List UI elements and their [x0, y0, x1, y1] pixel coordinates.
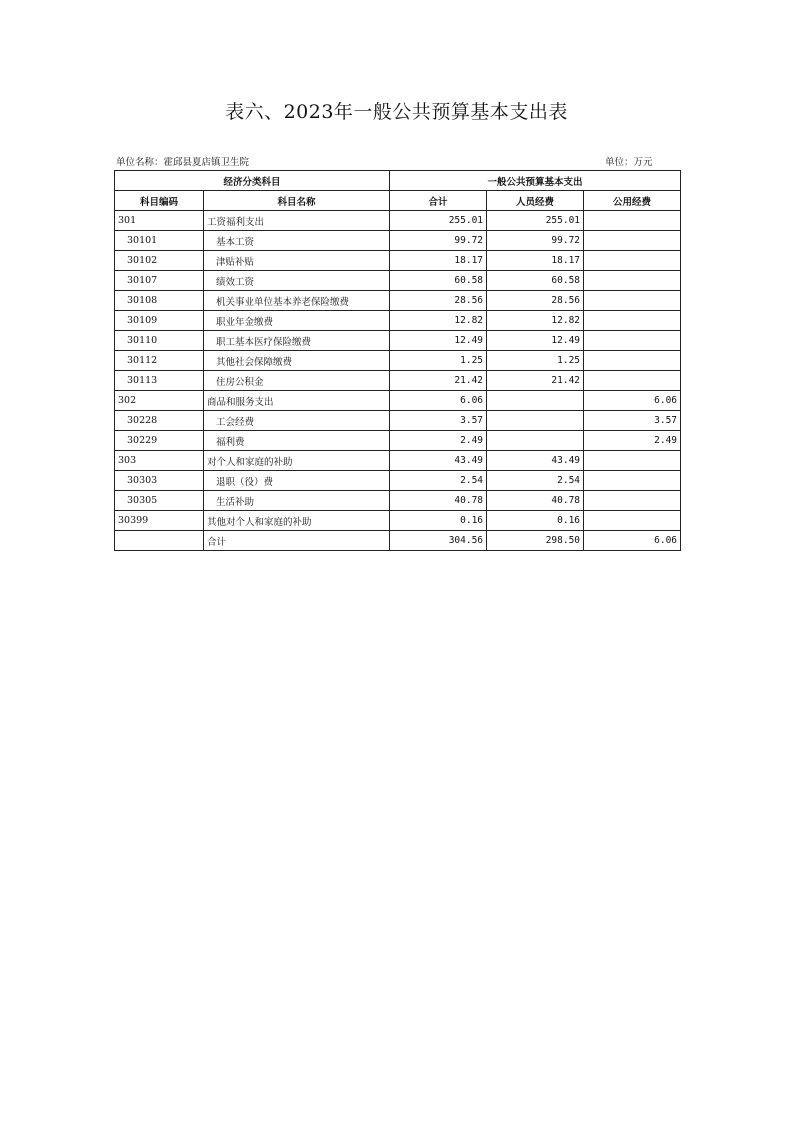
row-personnel [487, 431, 584, 451]
row-personnel: 28.56 [487, 291, 584, 311]
table-body [115, 211, 681, 551]
header-code: 科目编码 [115, 191, 204, 211]
table-row [115, 371, 681, 391]
row-name: 津贴补贴 [204, 251, 390, 271]
row-personnel [487, 391, 584, 411]
row-code [115, 531, 204, 551]
row-total: 60.58 [390, 271, 487, 291]
row-total: 304.56 [390, 531, 487, 551]
row-name: 工会经费 [204, 411, 390, 431]
row-name: 基本工资 [204, 231, 390, 251]
row-name: 职工基本医疗保险缴费 [204, 331, 390, 351]
row-total: 18.17 [390, 251, 487, 271]
row-public [584, 271, 681, 291]
row-total: 43.49 [390, 451, 487, 471]
row-total: 1.25 [390, 351, 487, 371]
row-personnel: 12.82 [487, 311, 584, 331]
row-public [584, 351, 681, 371]
row-public [584, 371, 681, 391]
row-public: 2.49 [584, 431, 681, 451]
row-name: 福利费 [204, 431, 390, 451]
row-code: 30101 [115, 231, 204, 251]
page-title: 表六、2023年一般公共预算基本支出表 [225, 101, 568, 123]
row-name: 职业年金缴费 [204, 311, 390, 331]
row-total: 2.49 [390, 431, 487, 451]
row-personnel: 18.17 [487, 251, 584, 271]
row-code: 30229 [115, 431, 204, 451]
table-row [115, 511, 681, 531]
row-total: 40.78 [390, 491, 487, 511]
row-personnel: 298.50 [487, 531, 584, 551]
table-row [115, 331, 681, 351]
row-code: 30107 [115, 271, 204, 291]
row-code: 30112 [115, 351, 204, 371]
row-code: 30399 [115, 511, 204, 531]
header-total: 合计 [390, 191, 487, 211]
header-general-budget: 一般公共预算基本支出 [390, 171, 681, 191]
row-name: 合计 [204, 531, 390, 551]
row-public [584, 471, 681, 491]
row-public [584, 231, 681, 251]
table-row [115, 391, 681, 411]
row-code: 30110 [115, 331, 204, 351]
row-personnel: 2.54 [487, 471, 584, 491]
row-public: 6.06 [584, 531, 681, 551]
table-row [115, 271, 681, 291]
table-row [115, 211, 681, 231]
row-code: 30108 [115, 291, 204, 311]
row-public [584, 511, 681, 531]
row-total: 12.49 [390, 331, 487, 351]
row-total: 6.06 [390, 391, 487, 411]
header-row-group [115, 171, 681, 191]
header-row-columns [115, 191, 681, 211]
header-name: 科目名称 [204, 191, 390, 211]
row-public: 6.06 [584, 391, 681, 411]
row-name: 商品和服务支出 [204, 391, 390, 411]
row-total: 12.82 [390, 311, 487, 331]
row-personnel: 40.78 [487, 491, 584, 511]
row-personnel: 60.58 [487, 271, 584, 291]
row-personnel: 1.25 [487, 351, 584, 371]
row-code: 30109 [115, 311, 204, 331]
row-personnel: 21.42 [487, 371, 584, 391]
unit-name-label: 单位名称：霍邱县夏店镇卫生院 [116, 157, 250, 168]
row-public [584, 251, 681, 271]
row-code: 301 [115, 211, 204, 231]
table-row [115, 351, 681, 371]
row-code: 30102 [115, 251, 204, 271]
row-name: 住房公积金 [204, 371, 390, 391]
table-row [115, 251, 681, 271]
row-name: 绩效工资 [204, 271, 390, 291]
row-code: 30113 [115, 371, 204, 391]
row-personnel: 0.16 [487, 511, 584, 531]
table-row [115, 291, 681, 311]
row-name: 生活补助 [204, 491, 390, 511]
row-public: 3.57 [584, 411, 681, 431]
row-total: 99.72 [390, 231, 487, 251]
row-personnel [487, 411, 584, 431]
row-public [584, 211, 681, 231]
row-total: 255.01 [390, 211, 487, 231]
row-public [584, 291, 681, 311]
header-public: 公用经费 [584, 191, 681, 211]
row-personnel: 43.49 [487, 451, 584, 471]
row-total: 28.56 [390, 291, 487, 311]
table-row [115, 471, 681, 491]
row-total: 0.16 [390, 511, 487, 531]
row-code: 302 [115, 391, 204, 411]
row-total: 2.54 [390, 471, 487, 491]
row-total: 3.57 [390, 411, 487, 431]
row-personnel: 99.72 [487, 231, 584, 251]
row-name: 退职（役）费 [204, 471, 390, 491]
row-total: 21.42 [390, 371, 487, 391]
row-code: 30305 [115, 491, 204, 511]
row-public [584, 311, 681, 331]
row-name: 其他社会保障缴费 [204, 351, 390, 371]
row-public [584, 491, 681, 511]
row-code: 303 [115, 451, 204, 471]
row-code: 30228 [115, 411, 204, 431]
row-name: 对个人和家庭的补助 [204, 451, 390, 471]
row-personnel: 255.01 [487, 211, 584, 231]
row-code: 30303 [115, 471, 204, 491]
table-row [115, 431, 681, 451]
row-name: 机关事业单位基本养老保险缴费 [204, 291, 390, 311]
row-name: 其他对个人和家庭的补助 [204, 511, 390, 531]
table-row [115, 231, 681, 251]
table-row [115, 311, 681, 331]
table-row [115, 531, 681, 551]
budget-table [114, 170, 681, 551]
table-row [115, 491, 681, 511]
row-public [584, 451, 681, 471]
currency-unit-label: 单位：万元 [605, 157, 653, 168]
header-personnel: 人员经费 [487, 191, 584, 211]
table-row [115, 411, 681, 431]
table-row [115, 451, 681, 471]
header-econ-classification: 经济分类科目 [115, 171, 390, 191]
row-name: 工资福利支出 [204, 211, 390, 231]
row-personnel: 12.49 [487, 331, 584, 351]
row-public [584, 331, 681, 351]
